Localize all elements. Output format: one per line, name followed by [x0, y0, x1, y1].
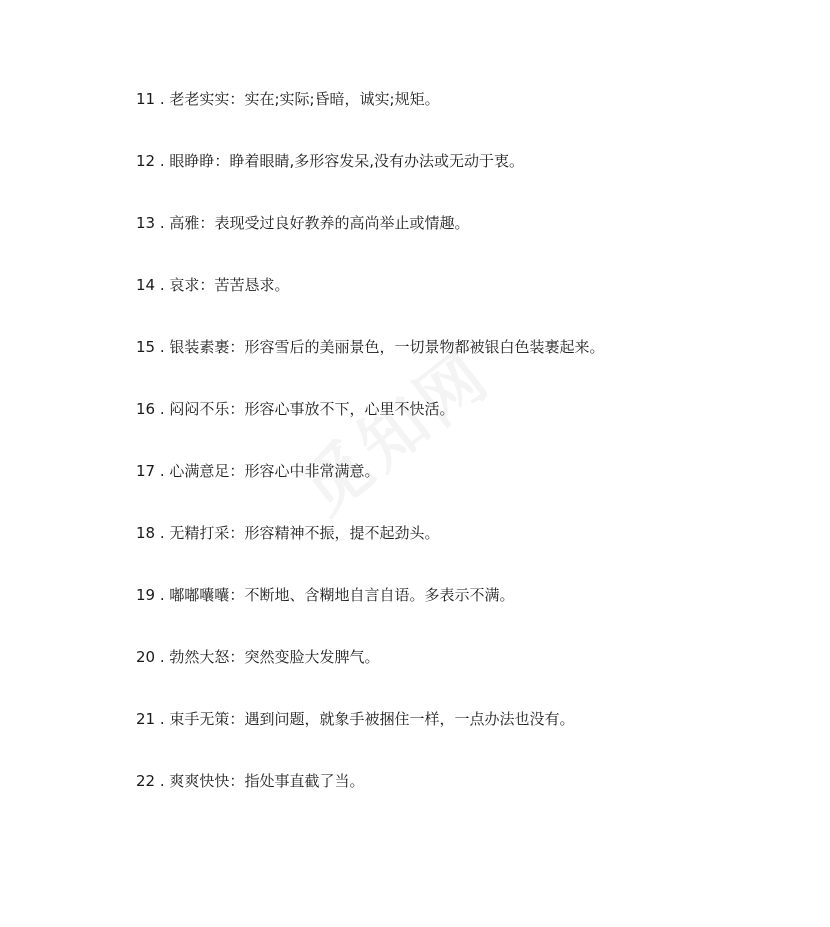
- entry-colon: ：: [229, 524, 245, 542]
- entry-number: 12: [136, 152, 156, 170]
- list-item: [136, 334, 604, 396]
- list-item: [136, 768, 604, 830]
- entry-term: 勃然大怒: [169, 648, 230, 666]
- entry-separator: .: [155, 462, 170, 480]
- entry-separator: .: [155, 338, 170, 356]
- entry-definition: 实在;实际;昏暗，诚实;规矩。: [244, 90, 440, 108]
- entry-number: 17: [136, 462, 156, 480]
- entry-separator: .: [155, 710, 170, 728]
- entry-definition: 不断地、含糊地自言自语。多表示不满。: [244, 586, 515, 604]
- entry-colon: ：: [229, 586, 245, 604]
- entry-definition: 指处事直截了当。: [244, 772, 365, 790]
- list-item: [136, 458, 604, 520]
- entry-colon: ：: [229, 648, 245, 666]
- list-item: [136, 86, 604, 148]
- list-item: [136, 644, 604, 706]
- list-item: [136, 148, 604, 210]
- entry-definition: 突然变脸大发脾气。: [244, 648, 380, 666]
- entry-number: 16: [136, 400, 156, 418]
- entry-term: 心满意足: [169, 462, 230, 480]
- entry-colon: ：: [214, 152, 230, 170]
- entry-colon: ：: [199, 276, 215, 294]
- entry-separator: .: [155, 772, 170, 790]
- entry-definition: 苦苦恳求。: [214, 276, 290, 294]
- entry-term: 老老实实: [169, 90, 230, 108]
- entry-colon: ：: [229, 338, 245, 356]
- entry-separator: .: [155, 586, 170, 604]
- entry-term: 嘟嘟囔囔: [169, 586, 230, 604]
- entry-colon: ：: [229, 90, 245, 108]
- vocabulary-list: [136, 86, 604, 830]
- entry-term: 眼睁睁: [169, 152, 215, 170]
- entry-number: 20: [136, 648, 156, 666]
- list-item: [136, 582, 604, 644]
- entry-number: 14: [136, 276, 156, 294]
- entry-separator: .: [155, 524, 170, 542]
- entry-definition: 遇到问题，就象手被捆住一样，一点办法也没有。: [244, 710, 575, 728]
- entry-separator: .: [155, 214, 170, 232]
- entry-term: 束手无策: [169, 710, 230, 728]
- entry-separator: .: [155, 90, 170, 108]
- entry-definition: 睁着眼睛,多形容发呆,没有办法或无动于衷。: [229, 152, 524, 170]
- entry-separator: .: [155, 152, 170, 170]
- entry-colon: ：: [199, 214, 215, 232]
- entry-term: 高雅: [169, 214, 200, 232]
- entry-term: 哀求: [169, 276, 200, 294]
- entry-definition: 形容心中非常满意。: [244, 462, 380, 480]
- entry-separator: .: [155, 276, 170, 294]
- entry-definition: 表现受过良好教养的高尚举止或情趣。: [214, 214, 470, 232]
- entry-colon: ：: [229, 710, 245, 728]
- entry-definition: 形容精神不振，提不起劲头。: [244, 524, 440, 542]
- entry-number: 13: [136, 214, 156, 232]
- list-item: [136, 520, 604, 582]
- entry-term: 闷闷不乐: [169, 400, 230, 418]
- entry-number: 11: [136, 90, 156, 108]
- list-item: [136, 210, 604, 272]
- entry-colon: ：: [229, 400, 245, 418]
- list-item: [136, 272, 604, 334]
- entry-separator: .: [155, 648, 170, 666]
- entry-number: 18: [136, 524, 156, 542]
- entry-term: 爽爽快快: [169, 772, 230, 790]
- entry-number: 21: [136, 710, 156, 728]
- entry-separator: .: [155, 400, 170, 418]
- entry-number: 22: [136, 772, 156, 790]
- entry-number: 19: [136, 586, 156, 604]
- entry-colon: ：: [229, 772, 245, 790]
- entry-term: 无精打采: [169, 524, 230, 542]
- entry-term: 银装素裹: [169, 338, 230, 356]
- entry-definition: 形容心事放不下，心里不快活。: [244, 400, 455, 418]
- list-item: [136, 706, 604, 768]
- list-item: [136, 396, 604, 458]
- entry-number: 15: [136, 338, 156, 356]
- entry-colon: ：: [229, 462, 245, 480]
- entry-definition: 形容雪后的美丽景色，一切景物都被银白色装裹起来。: [244, 338, 605, 356]
